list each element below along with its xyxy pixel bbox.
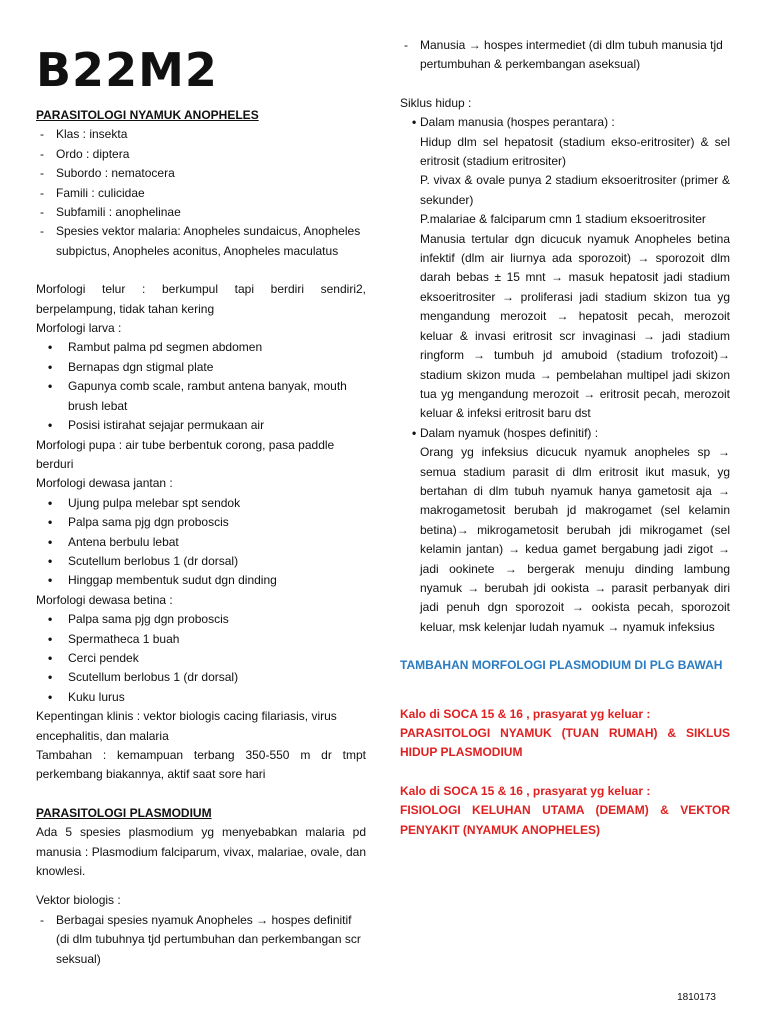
page-number: 1810173 [677, 992, 716, 1003]
hospes-list [400, 36, 730, 75]
kepentingan-klinis: Kepentingan klinis : vektor biologis cacing filariasis, virus encephalitis, dan malaria [36, 709, 337, 743]
taxonomy-list [36, 125, 366, 261]
soca-note-1-line1: Kalo di SOCA 15 & 16 , prasyarat yg keluar : [400, 706, 651, 721]
morfologi-telur: Morfologi telur : berkumpul tapi berdiri sendiri2, berpelampung, tidak tahan kering [36, 282, 366, 316]
dalam-manusia-p2: P. vivax & ovale punya 2 stadium eksoeritrositer (primer & sekunder) [420, 173, 730, 207]
morfologi-jantan-label: Morfologi dewasa jantan : [36, 476, 173, 491]
betina-item: • Palpa sama pjg dgn proboscis [36, 610, 366, 629]
larva-item: • Posisi istirahat sejajar permukaan air [36, 416, 366, 435]
dalam-nyamuk-p1: Orang yg infeksius dicucuk nyamuk anopheles sp → semua stadium parasit di dlm eritrosit ikut masuk, yg bertahan di dlm tubuh nyamuk hanya gametosit aja → makrogametosit berubah jd makrogamet (sel kelamin betina)→ mikrogametosit berubah jdi mikrogamet (sel kelamin jantan) → kedua gamet bergabung jadi zigot → jadi ookinete → bergerak menuju dinding lambung nyamuk → berubah jdi ookista → parasit perbanyak diri jadi penuh dgn sporozoit → ookista pecah, sporozoit keluar, msk kelenjar ludah nyamuk → nyamuk infeksius [420, 445, 730, 634]
left-column [36, 106, 366, 969]
soca-note-1-line2: PARASITOLOGI NYAMUK (TUAN RUMAH) & SIKLUS HIDUP PLASMODIUM [400, 726, 730, 760]
betina-item: • Cerci pendek [36, 649, 366, 668]
betina-item: • Kuku lurus [36, 688, 366, 707]
siklus-list [400, 113, 730, 637]
page-title: B22M2 [36, 43, 218, 97]
soca-note-2-line2: FISIOLOGI KELUHAN UTAMA (DEMAM) & VEKTOR PENYAKIT (NYAMUK ANOPHELES) [400, 803, 730, 837]
section-heading-plasmodium: PARASITOLOGI PLASMODIUM [36, 805, 212, 820]
vektor-biologis-label: Vektor biologis : [36, 893, 121, 908]
dalam-manusia-item [400, 113, 730, 424]
tambahan-note: TAMBAHAN MORFOLOGI PLASMODIUM DI PLG BAWAH [400, 658, 723, 673]
betina-list [36, 610, 366, 707]
tambahan-anopheles: Tambahan : kemampuan terbang 350-550 m dr tmpt perkembang biakannya, aktif saat sore hari [36, 748, 366, 782]
larva-item: • Rambut palma pd segmen abdomen [36, 338, 366, 357]
taxonomy-item: - Famili : culicidae [36, 184, 366, 203]
dalam-manusia-p4: Manusia tertular dgn dicucuk nyamuk Anopheles betina infektif (dlm air liurnya ada sporozoit) → sporozoit dlm darah bebas ± 15 mnt → masuk hepatosit jadi stadium eksoeritrositer → proliferasi jadi stadium skizon tua yg mengandung merozoit → hepatosit pecah, merozoit keluar & invasi eritrosit scr invaginasi → jadi stadium ringform → tumbuh jd amuboid (stadium trofozoit)→ stadium skizon muda → pembelahan multipel jadi skizon tua yg mengandung merozoit → eritrosit pecah, merozoit keluar & infeksi eritrosit baru dst [420, 231, 730, 421]
right-column [400, 36, 730, 840]
dalam-manusia-label: • Dalam manusia (hospes perantara) : [420, 115, 615, 130]
jantan-item: • Antena berbulu lebat [36, 533, 366, 552]
vektor-list [36, 911, 366, 969]
larva-item: • Bernapas dgn stigmal plate [36, 358, 366, 377]
dalam-manusia-p1: Hidup dlm sel hepatosit (stadium ekso-eritrositer) & sel eritrosit (stadium eritrositer) [420, 134, 730, 169]
betina-item: • Scutellum berlobus 1 (dr dorsal) [36, 668, 366, 687]
dalam-nyamuk-label: • Dalam nyamuk (hospes definitif) : [420, 425, 599, 440]
jantan-item: • Hinggap membentuk sudut dgn dinding [36, 571, 366, 590]
morfologi-betina-label: Morfologi dewasa betina : [36, 592, 173, 607]
dalam-nyamuk-item [400, 424, 730, 637]
taxonomy-item: - Subordo : nematocera [36, 164, 366, 183]
betina-item: • Spermatheca 1 buah [36, 630, 366, 649]
plasmodium-intro: Ada 5 spesies plasmodium yg menyebabkan malaria pd manusia : Plasmodium falciparum, vivax, malariae, ovale, dan knowlesi. [36, 825, 366, 879]
taxonomy-item: - Klas : insekta [36, 125, 366, 144]
section-heading-anopheles: PARASITOLOGI NYAMUK ANOPHELES [36, 108, 259, 122]
larva-item: • Gapunya comb scale, rambut antena banyak, mouth brush lebat [36, 377, 366, 416]
vektor-item: - Berbagai spesies nyamuk Anopheles → hospes definitif (di dlm tubuhnya tjd pertumbuhan dan perkembangan scr seksual) [36, 911, 366, 969]
morfologi-larva-label: Morfologi larva : [36, 321, 122, 336]
jantan-item: • Ujung pulpa melebar spt sendok [36, 494, 366, 513]
soca-note-2-line1: Kalo di SOCA 15 & 16 , prasyarat yg keluar : [400, 783, 651, 798]
hospes-intermediet-item: - Manusia → hospes intermediet (di dlm tubuh manusia tjd pertumbuhan & perkembangan aseksual) [400, 36, 730, 75]
dalam-manusia-p3: P.malariae & falciparum cmn 1 stadium eksoeritrositer [420, 212, 706, 227]
larva-list [36, 338, 366, 435]
siklus-hidup-label: Siklus hidup : [400, 95, 472, 110]
jantan-item: • Scutellum berlobus 1 (dr dorsal) [36, 552, 366, 571]
taxonomy-item: - Subfamili : anophelinae [36, 203, 366, 222]
morfologi-pupa: Morfologi pupa : air tube berbentuk corong, pasa paddle berduri [36, 437, 335, 471]
jantan-item: • Palpa sama pjg dgn proboscis [36, 513, 366, 532]
taxonomy-item: - Spesies vektor malaria: Anopheles sundaicus, Anopheles subpictus, Anopheles aconitus, Anopheles maculatus [36, 222, 366, 261]
jantan-list [36, 494, 366, 591]
taxonomy-item: - Ordo : diptera [36, 145, 366, 164]
